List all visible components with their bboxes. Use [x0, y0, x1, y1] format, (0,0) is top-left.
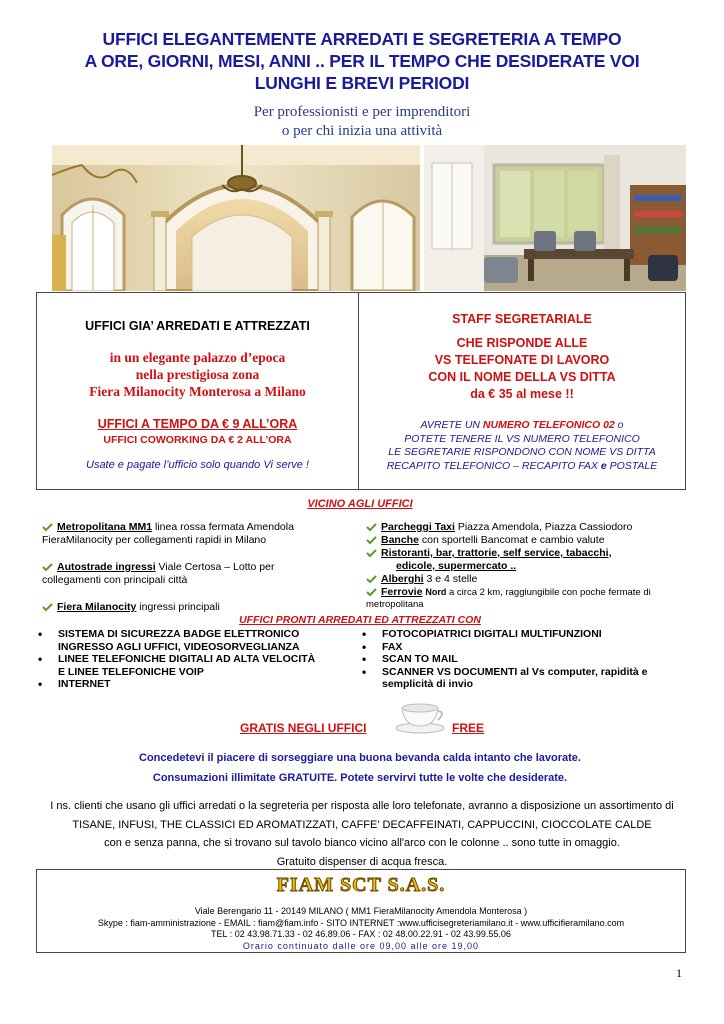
company-footer: [36, 869, 686, 953]
company-online: Skype : fiam-amministrazione - EMAIL : fiam@fiam.info - SITO INTERNET :www.ufficisegreteriamilano.it - www.ufficifieramilano.com: [97, 917, 625, 928]
subheadline-line-1: Per professionisti e per imprenditori: [253, 104, 471, 120]
company-name: FIAM SCT S.A.S.: [276, 874, 446, 896]
equipped-title: UFFICI PRONTI ARREDATI ED ATTREZZATI CON: [239, 614, 481, 626]
page-number: 1: [676, 966, 682, 980]
headline-line-1: UFFICI ELEGANTEMENTE ARREDATI E SEGRETERIA A TEMPO: [102, 29, 622, 49]
phone-number-highlight: NUMERO TELEFONICO 02: [482, 419, 615, 431]
company-phones: TEL : 02 43.98.71.33 - 02 46.89.06 - FAX : 02 48.00.22.91 - 02 43.99.55.06: [211, 929, 511, 939]
free-line-1: Concedetevi il piacere di sorseggiare una buona bevanda calda intanto che lavorate.: [139, 752, 581, 764]
staff-details-line-2: POTETE TENERE IL VS NUMERO TELEFONICO: [404, 432, 640, 445]
check-icon: [366, 549, 377, 558]
free-left-label: GRATIS NEGLI UFFICI: [240, 721, 367, 735]
equipped-item: • FAX: [358, 641, 688, 654]
staff-details-line-4: RECAPITO TELEFONICO – RECAPITO FAX e POSTALE: [386, 459, 658, 472]
subheadline-line-2: o per chi inizia una attività: [281, 123, 443, 139]
check-icon: [42, 563, 53, 572]
check-icon: [42, 603, 53, 612]
equipped-item-continued: semplicità di invio: [382, 678, 474, 690]
offices-line-2: nella prestigiosa zona: [135, 367, 260, 382]
nearby-highway: Autostrade ingressi Viale Certosa – Lotto per collegamenti con principali città: [42, 561, 275, 586]
equipped-item: • FOTOCOPIATRICI DIGITALI MULTIFUNZIONI: [358, 628, 688, 641]
company-contacts: [37, 906, 685, 952]
nearby-fiera: Fiera Milanocity ingressi principali: [42, 601, 352, 614]
staff-line-3: CON IL NOME DELLA VS DITTA: [428, 370, 616, 384]
office-arch-photo: [52, 145, 420, 291]
free-paragraph-line-4: Gratuito dispenser di acqua fresca.: [276, 855, 448, 868]
free-paragraph: [20, 797, 704, 871]
free-paragraph-line-2: TISANE, INFUSI, THE CLASSICI ED AROMATIZZATI, CAFFE' DECAFFEINATI, CAPPUCCINI, CIOCCOLATE CALDE: [72, 818, 652, 831]
coffee-cup-icon: [394, 700, 446, 734]
offices-description: [37, 349, 358, 400]
staff-description: [359, 335, 685, 403]
services-box: [36, 292, 686, 490]
subheadline: [100, 103, 624, 141]
check-icon: [366, 575, 377, 584]
nearby-hotels: Alberghi 3 e 4 stelle: [366, 573, 686, 586]
equipped-item: • SCANNER VS DOCUMENTI al Vs computer, rapidità e: [358, 666, 688, 679]
check-icon: [366, 588, 377, 597]
company-address: Viale Berengario 11 - 20149 MILANO ( MM1 FieraMilanocity Amendola Monterosa ): [194, 906, 528, 916]
nearby-banks: Banche con sportelli Bancomat e cambio valute: [366, 534, 686, 547]
headline: [40, 28, 684, 94]
equipped-item: • SCAN TO MAIL: [358, 653, 688, 666]
equipped-item: • INTERNET: [34, 678, 354, 691]
headline-line-2: A ORE, GIORNI, MESI, ANNI .. PER IL TEMPO CHE DESIDERATE VOI: [84, 51, 640, 71]
nearby-restaurants: Ristoranti, bar, trattorie, self service, tabacchi, edicole, supermercato ..: [366, 547, 686, 573]
equipped-item: • LINEE TELEFONICHE DIGITALI AD ALTA VELOCITÀ: [34, 653, 354, 666]
nearby-taxi: Parcheggi Taxi Piazza Amendola, Piazza Cassiodoro: [366, 521, 686, 534]
equipped-item-continued: INGRESSO AGLI UFFICI, VIDEOSORVEGLIANZA: [58, 640, 300, 653]
office-arch-photo-image: [52, 145, 420, 291]
nearby-right-list: [366, 521, 686, 610]
equipped-item: • SISTEMA DI SICUREZZA BADGE ELETTRONICO: [34, 628, 354, 641]
office-desk-photo-image: [424, 145, 686, 291]
staff-details: [359, 419, 685, 473]
offices-title: UFFICI GIA’ ARREDATI E ATTREZZATI: [85, 319, 310, 333]
check-icon: [366, 536, 377, 545]
offices-note: Usate e pagate l’ufficio solo quando Vi serve !: [86, 459, 309, 471]
nearby-railway: Ferrovie Nord a circa 2 km, raggiungibile con poche fermate di metropolitana: [366, 586, 651, 610]
nearby-title: VICINO AGLI UFFICI: [307, 498, 413, 510]
equipped-left-list: [34, 628, 354, 691]
offices-coworking-price: UFFICI COWORKING DA € 2 ALL’ORA: [103, 434, 292, 446]
free-paragraph-line-3: con e senza panna, che si trovano sul tavolo bianco vicino all'arco con le colonne .. sono tutte in omaggio.: [104, 837, 620, 849]
equipped-right-list: [358, 628, 688, 691]
offices-line-1: in un elegante palazzo d’epoca: [109, 350, 286, 365]
staff-line-2: VS TELEFONATE DI LAVORO: [434, 353, 610, 367]
staff-line-1: CHE RISPONDE ALLE: [456, 336, 588, 350]
offices-hour-price: UFFICI A TEMPO DA € 9 ALL’ORA: [97, 417, 298, 431]
headline-line-3: LUNGHI E BREVI PERIODI: [254, 73, 470, 93]
staff-price: da € 35 al mese !!: [470, 387, 574, 401]
check-icon: [366, 523, 377, 532]
free-right-label: FREE: [452, 721, 485, 735]
free-paragraph-line-1: I ns. clienti che usano gli uffici arredati o la segreteria per risposta alle loro telefonate, avranno a disposizione un assortimento di: [50, 800, 674, 812]
free-line-2: Consumazioni illimitate GRATUITE. Potete servirvi tutte le volte che desiderate.: [152, 772, 568, 784]
check-icon: [42, 523, 53, 532]
staff-details-line-1: AVRETE UN NUMERO TELEFONICO 02 o: [420, 419, 624, 431]
staff-details-line-3: LE SEGRETARIE RISPONDONO CON NOME VS DITTA: [388, 446, 656, 458]
equipped-item-continued: E LINEE TELEFONICHE VOIP: [58, 665, 204, 678]
offices-line-3: Fiera Milanocity Monterosa a Milano: [89, 384, 306, 399]
nearby-left-list: [42, 521, 352, 614]
company-hours: Orario continuato dalle ore 09,00 alle ore 19,00: [242, 940, 480, 951]
staff-title: STAFF SEGRETARIALE: [452, 312, 592, 326]
office-desk-photo: [424, 145, 686, 291]
nearby-metro: Metropolitana MM1 linea rossa fermata Amendola FieraMilanocity per collegamenti rapidi in Milano: [42, 521, 294, 546]
